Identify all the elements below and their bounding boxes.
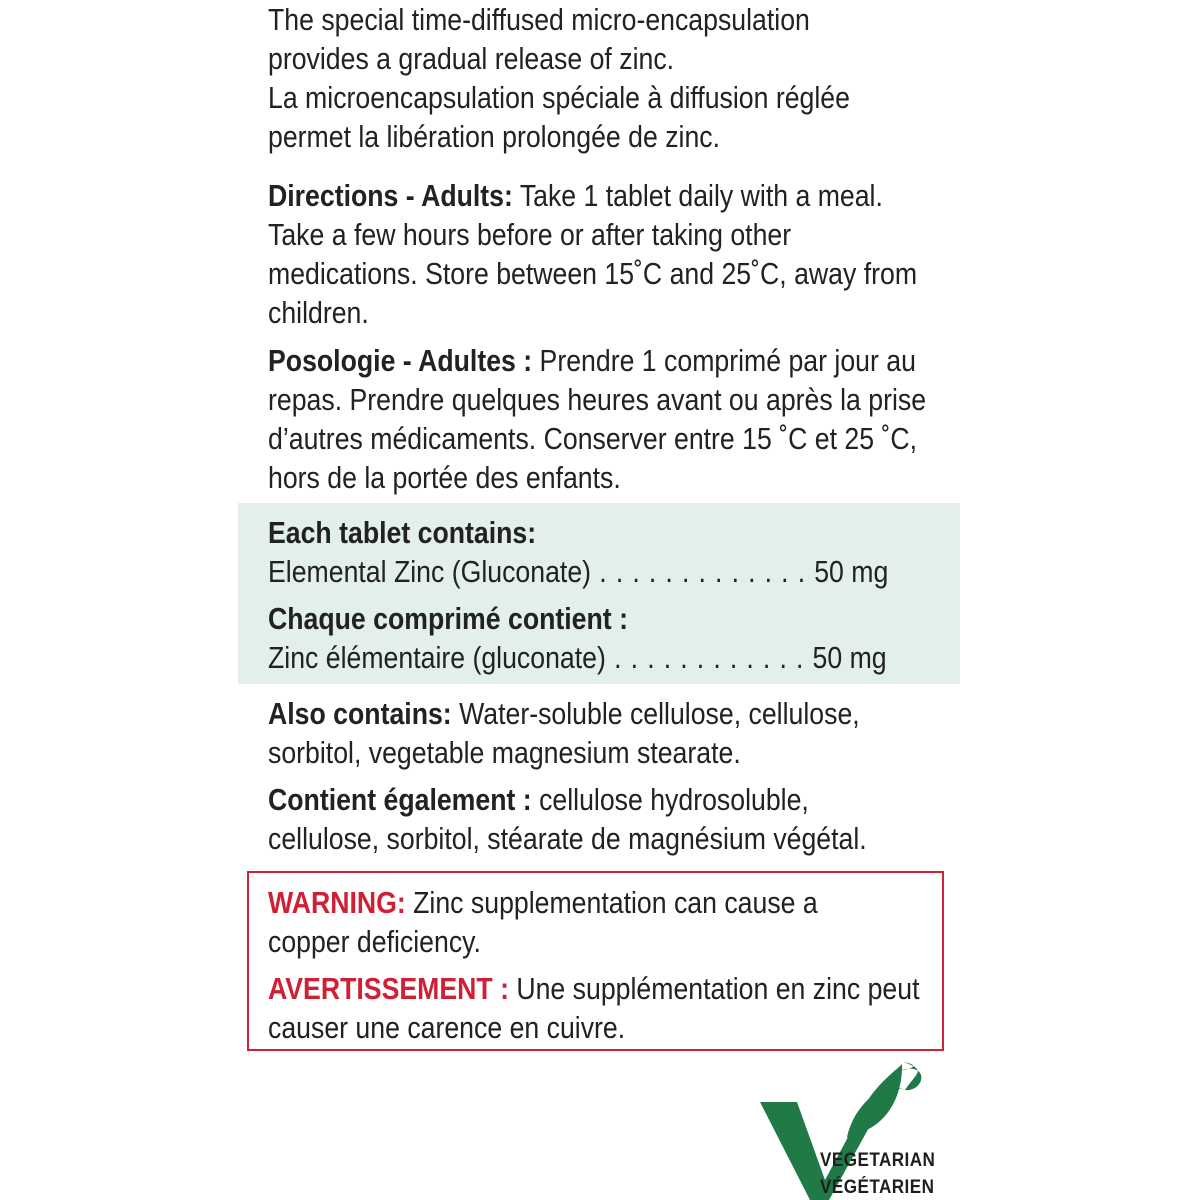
also-contains-paragraph [268, 694, 904, 772]
warning-box [247, 871, 944, 1051]
vegetarian-label-en: VEGETARIAN [820, 1150, 936, 1171]
ingredients-fr [268, 599, 956, 677]
contient-label: Contient également : [268, 782, 532, 817]
intro-fr: La microencapsulation spéciale à diffusion réglée permet la libération prolongée de zinc. [268, 80, 850, 154]
warning-fr-label: AVERTISSEMENT : [268, 971, 509, 1006]
posologie-text: Prendre 1 comprimé par jour au repas. Prendre quelques heures avant ou après la prise d’autres médicaments. Conserver entre 15 ˚C et 25 ˚C, hors de la portée des enfants. [268, 343, 927, 495]
intro-en: The special time-diffused micro-encapsulation provides a gradual release of zinc. [268, 2, 810, 76]
posologie-section [268, 341, 958, 497]
warning-fr [268, 969, 922, 1047]
contient-section [268, 780, 958, 858]
warning-en [268, 883, 896, 961]
warning-en-label: WARNING: [268, 885, 406, 920]
ingredients-fr-title: Chaque comprimé contient : [268, 601, 628, 636]
contient-text: cellulose hydrosoluble, cellulose, sorbitol, stéarate de magnésium végétal. [268, 782, 867, 856]
vegetarian-label-fr: VÉGÉTARIEN [820, 1177, 935, 1198]
also-contains-text: Water-soluble cellulose, cellulose, sorbitol, vegetable magnesium stearate. [268, 696, 860, 770]
ingredients-en [268, 513, 956, 591]
ingredient-fr-amount: 50 mg [812, 640, 887, 675]
ingredient-fr-leader: . . . . . . . . . . . . [605, 640, 813, 675]
ingredient-fr-name: Zinc élémentaire (gluconate) [268, 640, 606, 675]
intro-section [268, 0, 958, 156]
directions-section [268, 176, 958, 332]
warning-fr-text: Une supplémentation en zinc peut causer une carence en cuivre. [268, 971, 920, 1045]
posologie-paragraph [268, 341, 939, 497]
ingredient-en-name: Elemental Zinc (Gluconate) [268, 554, 592, 589]
posologie-label: Posologie - Adultes : [268, 343, 533, 378]
also-contains-section [268, 694, 958, 772]
ingredient-en-amount: 50 mg [814, 554, 889, 589]
ingredient-en-leader: . . . . . . . . . . . . . [591, 554, 815, 589]
contient-paragraph [268, 780, 922, 858]
directions-text: Take 1 tablet daily with a meal. Take a few hours before or after taking other medications. Store between 15˚C and 25˚C, away from children. [268, 178, 918, 330]
ingredients-en-title: Each tablet contains: [268, 515, 537, 550]
directions-paragraph [268, 176, 930, 332]
ingredients-panel [238, 503, 960, 684]
warning-en-text: Zinc supplementation can cause a copper deficiency. [268, 885, 818, 959]
ingredients-fr-row [268, 638, 956, 677]
ingredients-en-row [268, 552, 956, 591]
also-contains-label: Also contains: [268, 696, 452, 731]
directions-label: Directions - Adults: [268, 178, 513, 213]
